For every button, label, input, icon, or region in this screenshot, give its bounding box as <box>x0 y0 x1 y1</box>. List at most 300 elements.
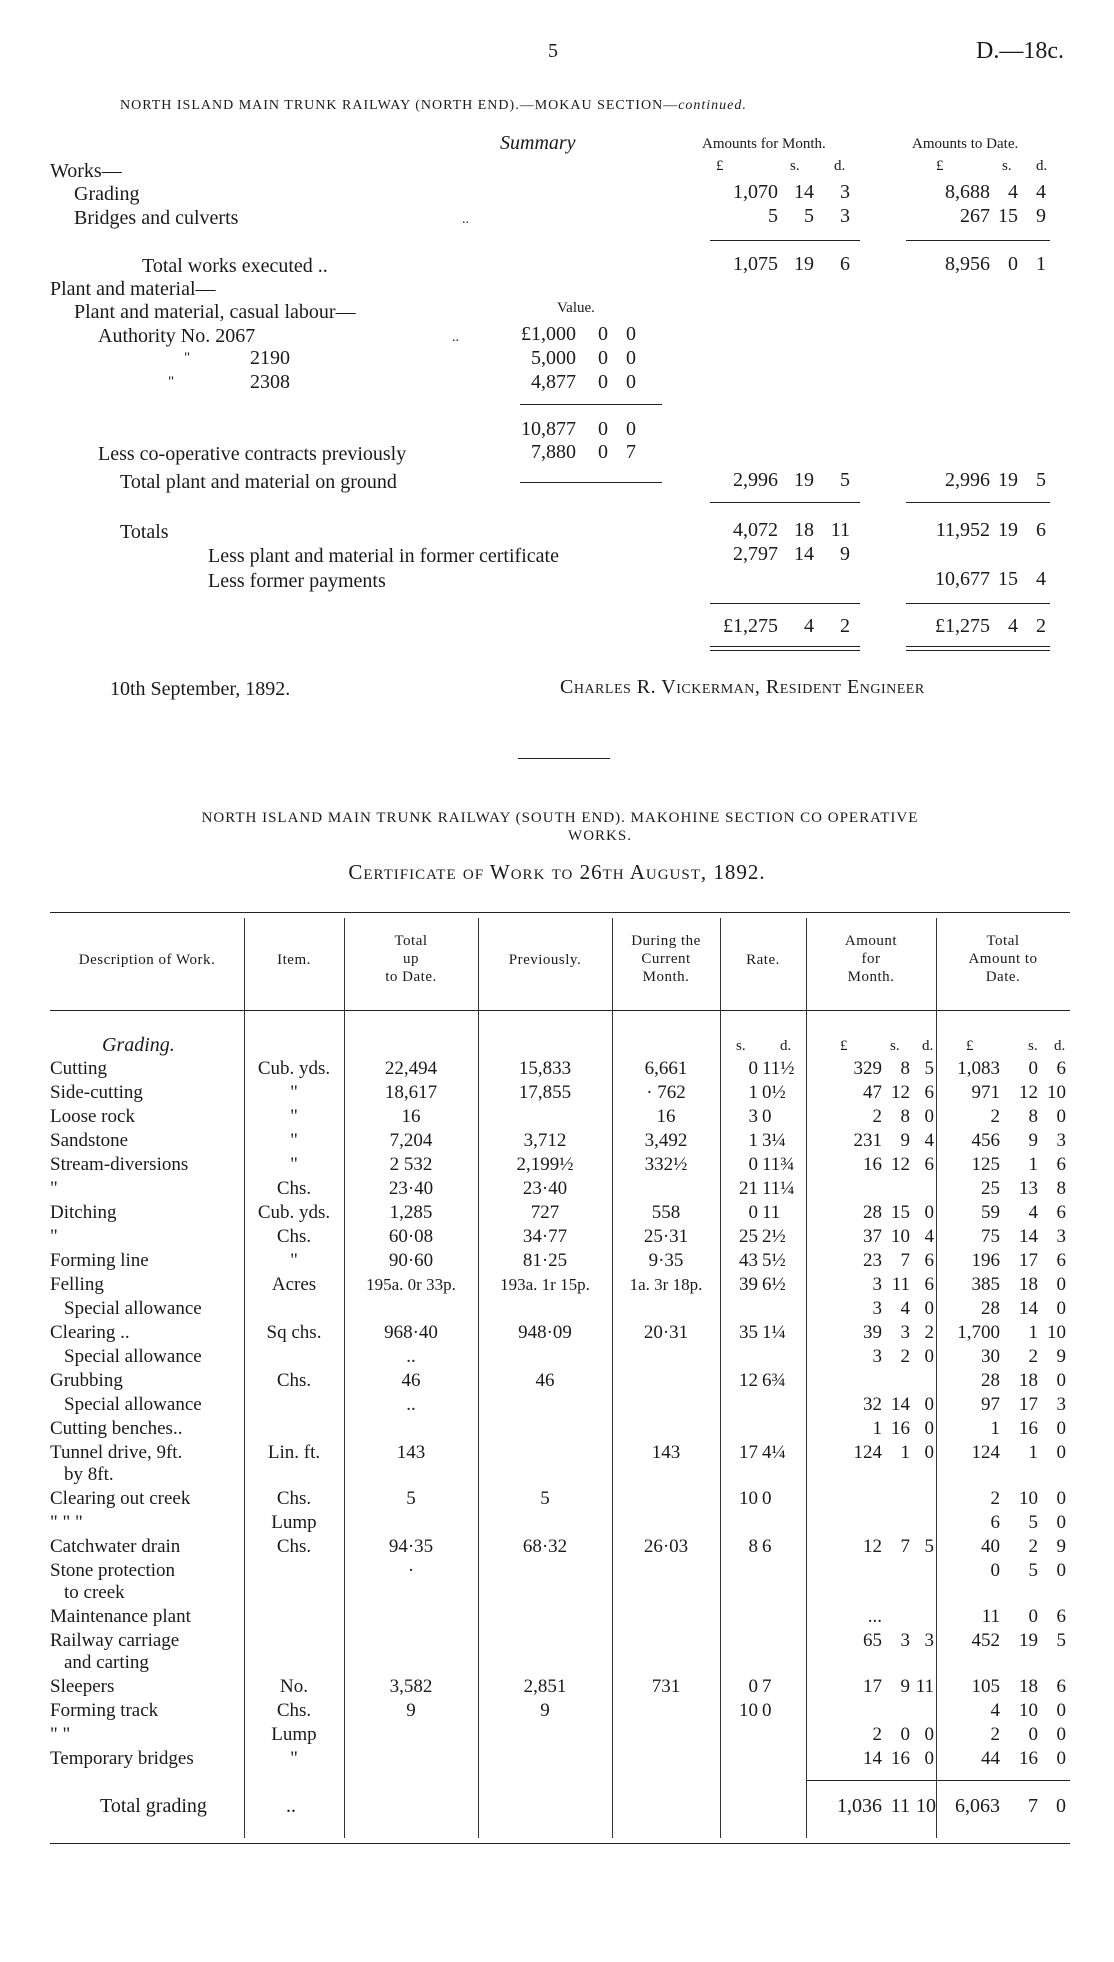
less-former-cert-label: Less plant and material in former certificate <box>208 545 559 567</box>
col-header-amount-month: Amount for Month. <box>844 933 898 985</box>
grading-month-pence: 3 <box>840 181 850 203</box>
cell-total: 3,582 <box>389 1676 433 1697</box>
cell-item: Chs. <box>276 1178 312 1199</box>
cell-tot-0: 28 <box>981 1370 1000 1391</box>
total-plant-month-shillings: 19 <box>794 469 814 491</box>
cell-desc: Special allowance <box>64 1394 202 1415</box>
auth-2067-pence: 0 <box>626 323 636 345</box>
cell-total: .. <box>406 1346 416 1367</box>
cell-tot-1: 13 <box>1019 1178 1038 1199</box>
cell-tot-2: 9 <box>1056 1346 1066 1367</box>
cell-rate-0: 10 <box>739 1488 758 1509</box>
cell-rate-0: 21 <box>739 1178 758 1199</box>
cell-amt-1: 1 <box>900 1442 910 1463</box>
cell-amt-2: 2 <box>924 1322 934 1343</box>
rule <box>520 482 662 483</box>
leader-dots: .. <box>452 330 459 345</box>
cell-amt-2: 6 <box>924 1250 934 1271</box>
bridges-month-shillings: 5 <box>804 205 814 227</box>
less-former-cert-pounds: 2,797 <box>733 543 778 565</box>
cell-desc: Cutting <box>50 1058 108 1079</box>
cell-total: 195a. 0r 33p. <box>366 1275 456 1294</box>
cell-amt-0: 23 <box>863 1250 882 1271</box>
cell-amt-2: 5 <box>924 1058 934 1079</box>
grading-month-pounds: 1,070 <box>733 181 778 203</box>
auth-2308-shillings: 0 <box>598 371 608 393</box>
cell-item: No. <box>280 1676 308 1697</box>
cell-item: Lump <box>271 1724 317 1745</box>
cell-total: .. <box>406 1394 416 1415</box>
cell-total: 90·60 <box>388 1250 434 1271</box>
cell-amt-2: 6 <box>924 1274 934 1295</box>
cell-amt-1: 3 <box>900 1630 910 1651</box>
amount-s-unit: s. <box>890 1038 900 1054</box>
cell-amt-2: 0 <box>924 1106 934 1127</box>
cell-tot-1: 5 <box>1028 1512 1038 1533</box>
cell-desc: Side-cutting <box>50 1082 143 1103</box>
net-month-pence: 2 <box>840 615 850 637</box>
totals-month-shillings: 18 <box>794 519 814 541</box>
cell-amt-1: 8 <box>900 1106 910 1127</box>
cell-prev: 68·32 <box>522 1536 568 1557</box>
total-grading-amt-shillings: 11 <box>890 1795 910 1817</box>
cell-rate-1: 4¼ <box>762 1442 786 1463</box>
col-header-description: Description of Work. <box>78 952 216 968</box>
cell-rate-1: 11¾ <box>762 1154 795 1175</box>
cell-amt-2: 0 <box>924 1442 934 1463</box>
bridges-month-pounds: 5 <box>768 205 778 227</box>
cell-during: 332½ <box>644 1154 688 1175</box>
cell-desc: Loose rock <box>50 1106 135 1127</box>
double-rule <box>906 646 1050 647</box>
net-date-shillings: 4 <box>1008 615 1018 637</box>
cell-prev: 15,833 <box>518 1058 572 1079</box>
cell-tot-0: 30 <box>981 1346 1000 1367</box>
bridges-date-shillings: 15 <box>998 205 1018 227</box>
cell-item: Lump <box>271 1512 317 1533</box>
rate-d-unit: d. <box>780 1038 792 1054</box>
cell-desc: Grubbing <box>50 1370 123 1391</box>
cell-tot-0: 456 <box>971 1130 1000 1151</box>
cell-prev: 2,199½ <box>516 1154 574 1175</box>
cell-amt-2: 5 <box>924 1536 934 1557</box>
cell-tot-0: 59 <box>981 1202 1000 1223</box>
grading-date-pence: 4 <box>1036 181 1046 203</box>
col-rule <box>344 918 345 1838</box>
cell-desc: Ditching <box>50 1202 117 1223</box>
cell-total: 7,204 <box>389 1130 433 1151</box>
cell-total: 9 <box>406 1700 416 1721</box>
cell-tot-2: 10 <box>1047 1322 1066 1343</box>
total-works-date-pence: 1 <box>1036 253 1046 275</box>
cell-amt-1: 7 <box>900 1536 910 1557</box>
cell-amt-0: 17 <box>863 1676 882 1697</box>
cell-rate-0: 17 <box>739 1442 758 1463</box>
bridges-label: Bridges and culverts <box>74 207 239 229</box>
total-works-month-shillings: 19 <box>794 253 814 275</box>
cell-tot-1: 5 <box>1028 1560 1038 1581</box>
auth-2067-pounds: £1,000 <box>521 323 576 345</box>
less-coop-pence: 7 <box>626 441 636 463</box>
grading-date-pounds: 8,688 <box>945 181 990 203</box>
cell-amt-1: 12 <box>891 1082 910 1103</box>
month-pence-unit: d. <box>834 158 846 174</box>
cell-tot-0: 28 <box>981 1298 1000 1319</box>
subtotal-pence: 0 <box>626 418 636 440</box>
auth-2190-shillings: 0 <box>598 347 608 369</box>
col-rule <box>478 918 479 1838</box>
cell-during: 20·31 <box>643 1322 689 1343</box>
cell-amt-1: 8 <box>900 1058 910 1079</box>
rate-s-unit: s. <box>736 1038 746 1054</box>
cell-desc: Special allowance <box>64 1346 202 1367</box>
cell-rate-1: 0 <box>762 1106 772 1127</box>
cell-during: 3,492 <box>644 1130 688 1151</box>
cell-desc: Temporary bridges <box>50 1748 194 1769</box>
cell-item: Acres <box>271 1274 317 1295</box>
net-date-pence: 2 <box>1036 615 1046 637</box>
cell-desc-continued: to creek <box>64 1582 125 1603</box>
cell-tot-2: 0 <box>1056 1748 1066 1769</box>
cell-tot-0: 2 <box>990 1488 1000 1509</box>
cell-desc: Felling <box>50 1274 104 1295</box>
cell-amt-0: 124 <box>853 1442 882 1463</box>
certificate-title: Certificate of Work to 26th August, 1892. <box>348 860 766 884</box>
less-coop-label: Less co-operative contracts previously <box>98 443 407 465</box>
cell-prev: 727 <box>530 1202 560 1223</box>
cell-tot-2: 5 <box>1056 1630 1066 1651</box>
cell-rate-0: 1 <box>748 1082 758 1103</box>
cell-total: 16 <box>401 1106 421 1127</box>
cell-tot-0: 6 <box>990 1512 1000 1533</box>
cell-amt-1: 11 <box>891 1274 910 1295</box>
cell-amt-0: 28 <box>863 1202 882 1223</box>
cell-tot-1: 12 <box>1019 1082 1038 1103</box>
cell-prev: 193a. 1r 15p. <box>500 1275 590 1294</box>
cell-tot-0: 1,083 <box>957 1058 1000 1079</box>
total-grading-amt-pounds: 1,036 <box>837 1795 882 1817</box>
cell-prev: 46 <box>535 1370 555 1391</box>
cell-tot-2: 0 <box>1056 1700 1066 1721</box>
plant-label: Plant and material— <box>50 278 216 300</box>
cell-tot-2: 8 <box>1056 1178 1066 1199</box>
total-plant-date-pence: 5 <box>1036 469 1046 491</box>
rule <box>906 603 1050 604</box>
cell-total: 1,285 <box>389 1202 433 1223</box>
less-former-cert-shillings: 14 <box>794 543 814 565</box>
cell-tot-2: 6 <box>1056 1606 1066 1627</box>
col-header-rate: Rate. <box>746 952 780 968</box>
rule <box>710 603 860 604</box>
cell-tot-2: 0 <box>1056 1512 1066 1533</box>
authority-2067: Authority No. 2067 <box>98 325 256 347</box>
cell-during: 558 <box>651 1202 681 1223</box>
cell-tot-2: 0 <box>1056 1560 1066 1581</box>
south-heading-line1: NORTH ISLAND MAIN TRUNK RAILWAY (SOUTH END). MAKOHINE SECTION CO OPERATIVE <box>201 810 919 826</box>
bridges-date-pence: 9 <box>1036 205 1046 227</box>
cell-amt-2: 4 <box>924 1130 934 1151</box>
certificate-date: 10th September, 1892. <box>110 678 291 700</box>
cell-amt-2: 11 <box>915 1676 934 1697</box>
auth-2308-pence: 0 <box>626 371 636 393</box>
total-plant-label: Total plant and material on ground <box>120 471 397 493</box>
cell-during: 26·03 <box>643 1536 689 1557</box>
total-plant-month-pence: 5 <box>840 469 850 491</box>
cell-rate-0: 12 <box>739 1370 758 1391</box>
cell-desc: Special allowance <box>64 1298 202 1319</box>
cell-amt-1: 4 <box>900 1298 910 1319</box>
totals-date-pence: 6 <box>1036 519 1046 541</box>
cell-tot-0: 44 <box>981 1748 1000 1769</box>
net-month-pounds: £1,275 <box>723 615 778 637</box>
cell-tot-2: 3 <box>1056 1394 1066 1415</box>
cell-amt-1: 15 <box>891 1202 910 1223</box>
table-top-rule <box>50 912 1070 913</box>
col-header-total-up-to-date: Total up to Date. <box>385 933 437 985</box>
cell-rate-0: 3 <box>748 1106 758 1127</box>
total-works-date-shillings: 0 <box>1008 253 1018 275</box>
col-rule <box>612 918 613 1838</box>
cell-total: 5 <box>406 1488 416 1509</box>
cell-tot-1: 18 <box>1019 1676 1038 1697</box>
cell-during: · 762 <box>646 1082 686 1103</box>
cell-tot-0: 385 <box>971 1274 1000 1295</box>
col-header-total-amount: Total Amount to Date. <box>968 933 1038 985</box>
cell-rate-0: 25 <box>739 1226 758 1247</box>
cell-rate-1: 6 <box>762 1536 772 1557</box>
cell-rate-1: 11¼ <box>762 1178 795 1199</box>
cell-prev: 2,851 <box>523 1676 567 1697</box>
cell-desc-continued: and carting <box>64 1652 149 1673</box>
cell-tot-1: 0 <box>1028 1058 1038 1079</box>
cell-desc: " <box>50 1226 58 1247</box>
cell-amt-2: 0 <box>924 1724 934 1745</box>
cell-tot-2: 6 <box>1056 1202 1066 1223</box>
cell-tot-0: 196 <box>971 1250 1000 1271</box>
total-d-unit: d. <box>1054 1038 1066 1054</box>
cell-during: 731 <box>651 1676 681 1697</box>
cell-tot-2: 10 <box>1047 1082 1066 1103</box>
cell-tot-0: 2 <box>990 1724 1000 1745</box>
total-grading-tot-pounds: 6,063 <box>955 1795 1000 1817</box>
cell-amt-0: 32 <box>863 1394 882 1415</box>
cell-tot-0: 124 <box>971 1442 1000 1463</box>
cell-amt-0: 37 <box>863 1226 882 1247</box>
cell-tot-1: 16 <box>1019 1748 1038 1769</box>
cell-rate-0: 0 <box>748 1058 758 1079</box>
cell-tot-1: 10 <box>1019 1700 1038 1721</box>
cell-tot-2: 0 <box>1056 1106 1066 1127</box>
cell-tot-0: 75 <box>981 1226 1000 1247</box>
bridges-date-pounds: 267 <box>960 205 990 227</box>
cell-desc-continued: by 8ft. <box>64 1464 114 1485</box>
cell-tot-2: 0 <box>1056 1274 1066 1295</box>
cell-tot-1: 9 <box>1028 1130 1038 1151</box>
cell-tot-1: 18 <box>1019 1274 1038 1295</box>
rule <box>710 240 860 241</box>
net-month-shillings: 4 <box>804 615 814 637</box>
less-coop-pounds: 7,880 <box>531 441 576 463</box>
cell-amt-1: 7 <box>900 1250 910 1271</box>
section-divider <box>518 758 610 759</box>
double-rule <box>710 646 860 647</box>
grading-label: Grading <box>74 183 140 205</box>
rule <box>906 240 1050 241</box>
cell-desc: " " " <box>50 1512 83 1533</box>
total-plant-date-pounds: 2,996 <box>945 469 990 491</box>
totals-month-pounds: 4,072 <box>733 519 778 541</box>
south-heading-line2: WORKS. <box>568 828 632 844</box>
cell-tot-1: 14 <box>1019 1298 1038 1319</box>
cell-rate-1: 6½ <box>762 1274 786 1295</box>
cell-rate-0: 10 <box>739 1700 758 1721</box>
ditto-mark: " <box>184 350 191 366</box>
table-bottom-rule <box>50 1843 1070 1844</box>
totals-date-shillings: 19 <box>998 519 1018 541</box>
cell-amt-2: 4 <box>924 1226 934 1247</box>
cell-item: Chs. <box>276 1536 312 1557</box>
less-former-pay-pence: 4 <box>1036 568 1046 590</box>
cell-desc: Clearing .. <box>50 1322 130 1343</box>
cell-rate-1: 7 <box>762 1676 772 1697</box>
cell-amt-1: 9 <box>900 1130 910 1151</box>
cell-total: 22,494 <box>384 1058 438 1079</box>
col-header-item: Item. <box>277 952 311 968</box>
cell-amt-2: 0 <box>924 1418 934 1439</box>
engineer-signature: Charles R. Vickerman, Resident Engineer <box>560 676 925 698</box>
cell-desc: Forming line <box>50 1250 149 1271</box>
col-amounts-date: Amounts to Date. <box>912 136 1019 152</box>
total-grading-label: Total grading <box>100 1795 207 1817</box>
cell-tot-1: 0 <box>1028 1724 1038 1745</box>
cell-tot-0: 0 <box>990 1560 1000 1581</box>
rule <box>710 502 860 503</box>
cell-during: 16 <box>656 1106 676 1127</box>
cell-total: 143 <box>396 1442 426 1463</box>
cell-amt-1: 9 <box>900 1676 910 1697</box>
cell-item: " <box>290 1154 298 1175</box>
rule <box>520 404 662 405</box>
less-coop-shillings: 0 <box>598 441 608 463</box>
cell-amt-0: 16 <box>863 1154 882 1175</box>
col-rule <box>806 918 807 1838</box>
total-plant-date-shillings: 19 <box>998 469 1018 491</box>
authority-2308: 2308 <box>250 371 290 393</box>
cell-tot-0: 105 <box>971 1676 1000 1697</box>
cell-amt-0: 3 <box>872 1346 882 1367</box>
cell-tot-1: 1 <box>1028 1442 1038 1463</box>
cell-desc: Tunnel drive, 9ft. <box>50 1442 183 1463</box>
cell-rate-0: 0 <box>748 1154 758 1175</box>
cell-item: " <box>290 1106 298 1127</box>
cell-tot-1: 2 <box>1028 1346 1038 1367</box>
cell-during: 1a. 3r 18p. <box>629 1275 703 1294</box>
cell-during: 9·35 <box>648 1250 684 1271</box>
cell-tot-2: 3 <box>1056 1130 1066 1151</box>
cell-total: 60·08 <box>388 1226 434 1247</box>
cell-prev: 948·09 <box>518 1322 572 1343</box>
cell-tot-0: 971 <box>971 1082 1000 1103</box>
cell-tot-2: 9 <box>1056 1536 1066 1557</box>
cell-desc: Cutting benches.. <box>50 1418 183 1439</box>
auth-2067-shillings: 0 <box>598 323 608 345</box>
grading-date-shillings: 4 <box>1008 181 1018 203</box>
double-rule <box>710 650 860 651</box>
total-grading-amt-pence: 10 <box>916 1795 936 1817</box>
cell-item: Chs. <box>276 1488 312 1509</box>
cell-tot-1: 2 <box>1028 1536 1038 1557</box>
cell-item: Sq chs. <box>266 1322 322 1343</box>
cell-tot-0: 2 <box>990 1106 1000 1127</box>
cell-total: 18,617 <box>384 1082 438 1103</box>
rule <box>906 502 1050 503</box>
cell-tot-0: 452 <box>971 1630 1000 1651</box>
cell-desc: " <box>50 1178 58 1199</box>
cell-tot-2: 6 <box>1056 1250 1066 1271</box>
cell-amt-1: 2 <box>900 1346 910 1367</box>
cell-tot-1: 10 <box>1019 1488 1038 1509</box>
cell-rate-1: 0 <box>762 1488 772 1509</box>
cell-tot-1: 1 <box>1028 1154 1038 1175</box>
date-shilling-unit: s. <box>1002 158 1012 174</box>
cell-total: 2 532 <box>389 1154 433 1175</box>
cell-prev: 5 <box>540 1488 550 1509</box>
cell-amt-2: 0 <box>924 1394 934 1415</box>
cell-prev: 9 <box>540 1700 550 1721</box>
cell-tot-1: 19 <box>1019 1630 1038 1651</box>
total-plant-month-pounds: 2,996 <box>733 469 778 491</box>
cell-amt-1: 16 <box>891 1748 910 1769</box>
total-grading-tot-shillings: 7 <box>1028 1795 1038 1817</box>
cell-desc: Stream-diversions <box>50 1154 189 1175</box>
auth-2190-pounds: 5,000 <box>531 347 576 369</box>
cell-amt-0: 65 <box>863 1630 882 1651</box>
cell-amt-2: 0 <box>924 1346 934 1367</box>
cell-item: " <box>290 1748 298 1769</box>
cell-amt-0: 329 <box>853 1058 882 1079</box>
cell-item: " <box>290 1130 298 1151</box>
cell-item: " <box>290 1082 298 1103</box>
total-pound-unit: £ <box>966 1038 974 1054</box>
cell-tot-1: 17 <box>1019 1394 1038 1415</box>
cell-rate-1: 1¼ <box>762 1322 786 1343</box>
cell-total: 23·40 <box>388 1178 434 1199</box>
total-works-label: Total works executed .. <box>142 255 328 277</box>
month-pound-unit: £ <box>716 158 724 174</box>
summary-label: Summary <box>500 132 576 154</box>
works-label: Works— <box>50 160 122 182</box>
cell-tot-2: 6 <box>1056 1154 1066 1175</box>
cell-desc: Maintenance plant <box>50 1606 191 1627</box>
cell-amt-1: 10 <box>891 1226 910 1247</box>
cell-desc: Catchwater drain <box>50 1536 181 1557</box>
cell-total: 46 <box>401 1370 421 1391</box>
total-works-date-pounds: 8,956 <box>945 253 990 275</box>
cell-total: 94·35 <box>388 1536 434 1557</box>
cell-rate-1: 0½ <box>762 1082 786 1103</box>
cell-rate-1: 5½ <box>762 1250 786 1271</box>
col-amounts-month: Amounts for Month. <box>702 136 826 152</box>
totals-month-pence: 11 <box>830 519 850 541</box>
section-grading: Grading. <box>102 1034 175 1056</box>
cell-total: · <box>407 1560 415 1581</box>
cell-item: Cub. yds. <box>257 1202 331 1223</box>
cell-tot-0: 11 <box>981 1606 1000 1627</box>
cell-rate-0: 35 <box>739 1322 758 1343</box>
page-number: 5 <box>548 40 558 62</box>
cell-amt-1: 0 <box>900 1724 910 1745</box>
cell-prev: 23·40 <box>522 1178 568 1199</box>
